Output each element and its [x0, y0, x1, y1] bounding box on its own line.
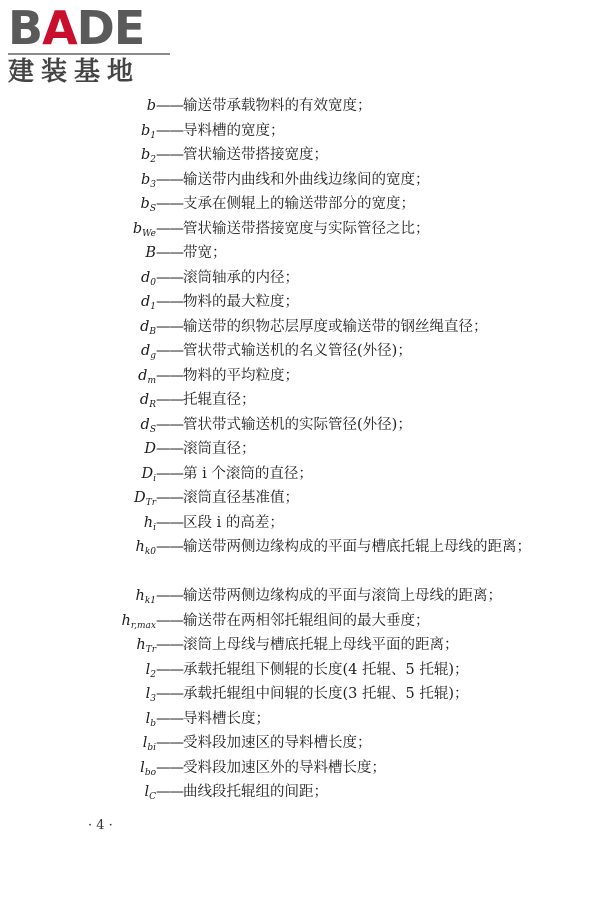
- symbol: $l_{bi}$: [142, 735, 156, 753]
- symbol-subscript: 3: [150, 694, 156, 704]
- em-dash: ——: [156, 490, 183, 506]
- symbol-definition: ——曲线段托辊组的间距；: [156, 784, 328, 800]
- symbol-definition: ——导料槽的宽度；: [156, 122, 285, 139]
- em-dash: ——: [156, 196, 183, 212]
- em-dash: ——: [156, 269, 183, 286]
- symbol-entry: [0, 584, 600, 609]
- symbol-definition: ——第 i 个滚筒的直径；: [156, 465, 313, 482]
- symbol-entry: [0, 339, 600, 364]
- em-dash: ——: [156, 588, 183, 604]
- symbol: $h_{k1}$: [135, 588, 156, 606]
- symbol-subscript: S: [149, 204, 156, 214]
- symbol-subscript: bi: [147, 743, 156, 753]
- symbol-entry: [0, 609, 600, 634]
- em-dash: ——: [156, 171, 183, 188]
- symbol-definition: ——支承在侧辊上的输送带部分的宽度；: [156, 196, 415, 212]
- symbol-entry: [0, 780, 600, 805]
- symbol-subscript: 3: [150, 179, 156, 190]
- symbol-definition: ——滚筒直径基准值；: [156, 490, 299, 506]
- symbol: $b_2$: [140, 147, 156, 165]
- symbol-subscript: m: [147, 375, 156, 386]
- symbol-definition: ——滚筒上母线与槽底托辊上母线平面的距离；: [156, 637, 459, 653]
- symbol-entry: [0, 217, 600, 242]
- symbol: $l_{bo}$: [140, 759, 156, 778]
- symbol-entry: [0, 143, 600, 168]
- symbol-subscript: Tr: [145, 645, 156, 655]
- symbol: $l_C$: [144, 784, 156, 802]
- symbol-subscript: B: [149, 326, 156, 337]
- symbol-definition: ——输送带两侧边缘构成的平面与槽底托辊上母线的距离；: [156, 539, 531, 555]
- symbol-entry: [0, 633, 600, 658]
- symbol-entry: [0, 707, 600, 732]
- page-number: · 4 ·: [88, 818, 113, 833]
- symbol: $d_1$: [140, 294, 156, 312]
- symbol-subscript: 1: [150, 302, 156, 312]
- symbol-subscript: S: [149, 424, 156, 435]
- symbol-entry: [0, 266, 600, 291]
- em-dash: ——: [156, 612, 183, 629]
- symbol-entry: [0, 413, 600, 438]
- symbol: $b_{We}$: [132, 220, 156, 239]
- em-dash: ——: [156, 367, 183, 384]
- em-dash: ——: [156, 245, 183, 261]
- symbol-definition: ——滚筒直径；: [156, 441, 256, 457]
- symbol-subscript: 2: [150, 155, 156, 165]
- em-dash: ——: [156, 514, 183, 531]
- symbol-definition: ——输送带在两相邻托辊组间的最大垂度；: [156, 612, 430, 629]
- symbol: $d_0$: [140, 269, 156, 288]
- symbol-subscript: Tr: [145, 498, 156, 508]
- symbol-subscript: b: [150, 718, 156, 729]
- symbol-entry: [0, 192, 600, 217]
- symbol-definition: ——管状输送带搭接宽度与实际管径之比；: [156, 220, 430, 237]
- symbol-subscript: R: [149, 400, 156, 410]
- symbol-entry: [0, 119, 600, 144]
- symbol-subscript: k1: [144, 596, 156, 606]
- em-dash: ——: [156, 220, 183, 237]
- symbol: $d_S$: [140, 416, 156, 435]
- em-dash: ——: [156, 710, 183, 727]
- em-dash: ——: [156, 343, 183, 359]
- em-dash: ——: [156, 735, 183, 751]
- logo-wordmark: BADE: [8, 1, 145, 55]
- em-dash: ——: [156, 686, 183, 702]
- symbol-entry: [0, 462, 600, 487]
- symbol-definition: ——输送带内曲线和外曲线边缘间的宽度；: [156, 171, 430, 188]
- symbol-definition: ——带宽；: [156, 245, 227, 261]
- symbol-entry: [0, 756, 600, 781]
- symbol: $d_m$: [138, 367, 156, 386]
- symbol-subscript: C: [149, 792, 156, 802]
- symbol: $b_S$: [140, 196, 156, 214]
- symbol-entry: [0, 658, 600, 683]
- symbol-entry: [0, 168, 600, 193]
- symbol: $b_3$: [140, 171, 156, 190]
- symbol-definition: ——输送带两侧边缘构成的平面与滚筒上母线的距离；: [156, 588, 502, 604]
- symbol-entry: [0, 290, 600, 315]
- symbol-definition: ——管状输送带搭接宽度；: [156, 147, 328, 163]
- symbol-entry: [0, 364, 600, 389]
- symbol-definition: ——承载托辊组下侧辊的长度(4 托辊、5 托辊)；: [156, 661, 469, 678]
- symbol: $h_{r,max}$: [121, 612, 156, 631]
- em-dash: ——: [156, 318, 183, 335]
- symbol: $D_{Tr}$: [134, 490, 156, 508]
- symbol-subscript: 0: [150, 277, 156, 288]
- symbol-entry: [0, 511, 600, 536]
- bade-logo: [8, 1, 173, 87]
- logo-chinese-text: 建装基地: [8, 57, 141, 87]
- em-dash: ——: [156, 539, 183, 555]
- symbol-subscript: i: [153, 522, 156, 533]
- symbol: $d_B$: [140, 318, 156, 337]
- symbol-entry: [0, 535, 600, 584]
- symbol-definition: ——导料槽长度；: [156, 710, 270, 727]
- symbol-definition: ——受料段加速区的导料槽长度；: [156, 735, 372, 751]
- symbol-definition: ——滚筒轴承的内径；: [156, 269, 299, 286]
- em-dash: ——: [156, 122, 183, 139]
- symbol-definition: ——输送带承载物料的有效宽度；: [156, 98, 372, 114]
- symbol-subscript: r,max: [130, 620, 156, 631]
- em-dash: ——: [156, 661, 183, 678]
- symbol: $d_R$: [139, 392, 156, 410]
- symbol: $l_b$: [145, 710, 156, 729]
- symbol-definition: ——区段 i 的高差；: [156, 514, 284, 531]
- symbol-definition: ——输送带的织物芯层厚度或输送带的钢丝绳直径；: [156, 318, 488, 335]
- symbol-entry: [0, 388, 600, 413]
- symbol: $d_g$: [140, 343, 156, 361]
- symbol-subscript: i: [153, 473, 156, 484]
- symbol-entry: [0, 241, 600, 266]
- em-dash: ——: [156, 147, 183, 163]
- symbol-definition-list: [0, 94, 600, 805]
- symbol: $h_i$: [143, 514, 156, 533]
- symbol-entry: [0, 437, 600, 462]
- symbol-subscript: 1: [150, 130, 156, 141]
- symbol: $h_{Tr}$: [136, 637, 156, 655]
- symbol-definition: ——受料段加速区外的导料槽长度；: [156, 759, 386, 776]
- symbol-definition: ——托辊直径；: [156, 392, 256, 408]
- symbol-definition: ——承载托辊组中间辊的长度(3 托辊、5 托辊)；: [156, 686, 469, 702]
- em-dash: ——: [156, 98, 183, 114]
- em-dash: ——: [156, 392, 183, 408]
- symbol-definition: ——物料的最大粒度；: [156, 294, 299, 310]
- em-dash: ——: [156, 294, 183, 310]
- em-dash: ——: [156, 416, 183, 433]
- symbol-entry: [0, 731, 600, 756]
- symbol: $h_{k0}$: [135, 539, 156, 557]
- symbol: $l_2$: [145, 661, 156, 680]
- em-dash: ——: [156, 784, 183, 800]
- symbol: $l_3$: [145, 686, 156, 704]
- symbol: D: [144, 441, 156, 457]
- symbol-subscript: We: [142, 228, 156, 239]
- symbol-entry: [0, 315, 600, 340]
- symbol-subscript: g: [150, 351, 156, 361]
- symbol-entry: [0, 94, 600, 119]
- symbol-entry: [0, 682, 600, 707]
- symbol-definition: ——管状带式输送机的实际管径(外径)；: [156, 416, 412, 433]
- symbol: b: [146, 98, 156, 114]
- symbol: $b_1$: [140, 122, 156, 141]
- symbol-definition: ——物料的平均粒度；: [156, 367, 299, 384]
- em-dash: ——: [156, 441, 183, 457]
- symbol-subscript: k0: [144, 547, 156, 557]
- symbol-subscript: 2: [150, 669, 156, 680]
- em-dash: ——: [156, 759, 183, 776]
- symbol: B: [145, 245, 156, 261]
- symbol-subscript: bo: [144, 767, 156, 778]
- symbol: $D_i$: [141, 465, 156, 484]
- em-dash: ——: [156, 637, 183, 653]
- em-dash: ——: [156, 465, 183, 482]
- symbol-definition: ——管状带式输送机的名义管径(外径)；: [156, 343, 412, 359]
- symbol-entry: [0, 486, 600, 511]
